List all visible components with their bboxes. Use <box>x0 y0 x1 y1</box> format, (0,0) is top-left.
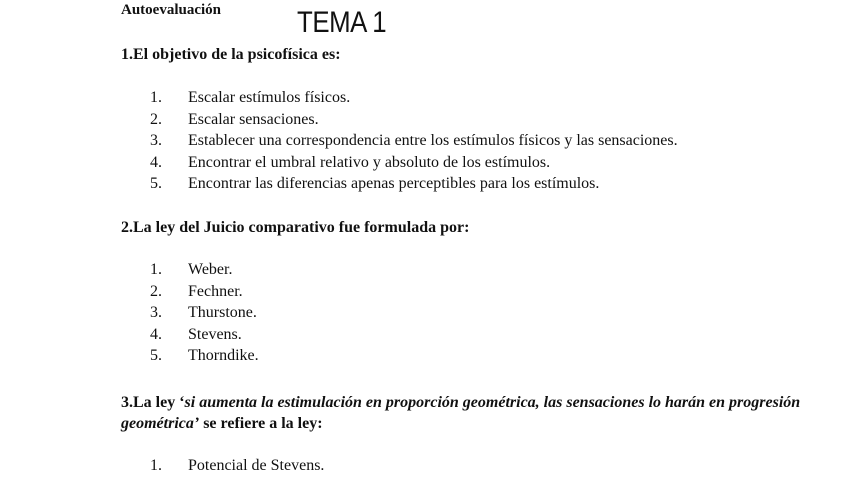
question-2-options <box>150 259 259 367</box>
list-item: 5. Thorndike. <box>150 347 259 364</box>
question-2-title: 2.La ley del Juicio comparativo fue formulada por: <box>121 219 470 236</box>
question-3-title: 3.La ley ‘si aumenta la estimulación en proporción geométrica, las sensaciones lo harán en progresión geométrica’ se refiere a la ley: <box>121 394 801 432</box>
list-item: 4. Stevens. <box>150 325 242 343</box>
list-item: 2. Escalar sensaciones. <box>150 110 319 128</box>
list-item: 4. Encontrar el umbral relativo y absoluto de los estímulos. <box>150 153 551 171</box>
list-item: 3. Establecer una correspondencia entre los estímulos físicos y las sensaciones. <box>150 132 678 149</box>
tema-title: TEMA 1 <box>297 6 387 39</box>
list-item: 1. Escalar estímulos físicos. <box>150 89 351 106</box>
list-item: 3. Thurstone. <box>150 304 257 321</box>
question-3-options <box>150 455 324 477</box>
question-1-options <box>150 87 678 195</box>
list-item: 1. Potencial de Stevens. <box>150 457 325 474</box>
list-item: 1. Weber. <box>150 261 233 278</box>
list-item: 2. Fechner. <box>150 282 243 300</box>
list-item: 5. Encontrar las diferencias apenas perceptibles para los estímulos. <box>150 175 600 192</box>
section-title: Autoevaluación <box>121 2 222 18</box>
question-1-title: 1.El objetivo de la psicofísica es: <box>121 46 341 63</box>
